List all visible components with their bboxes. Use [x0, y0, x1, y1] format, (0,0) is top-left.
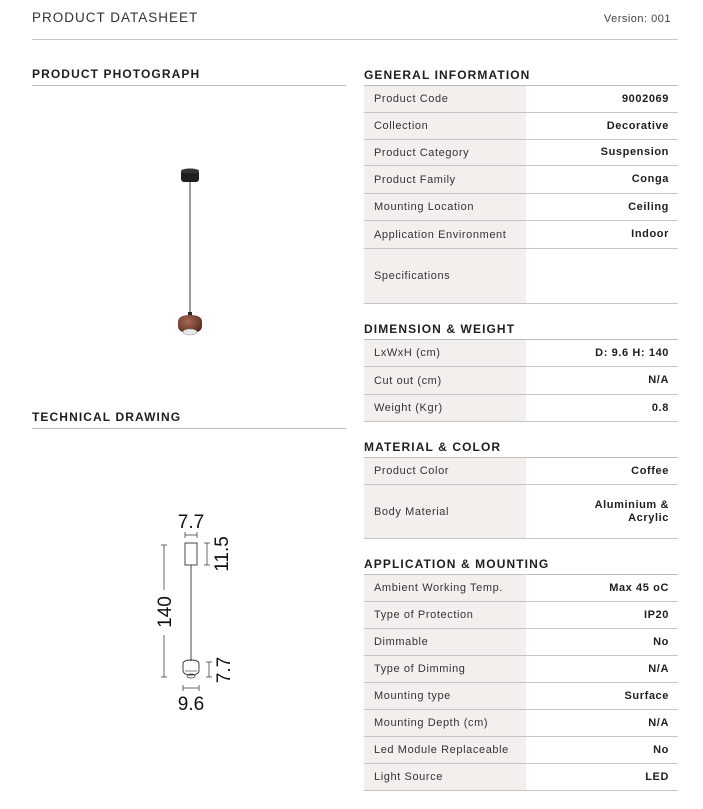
table-row [364, 683, 678, 710]
table-row [364, 458, 678, 485]
material-color-heading: MATERIAL & COLOR [364, 440, 502, 454]
dim-top-height: 11.5 [212, 536, 233, 572]
row-label: LxWxH (cm) [364, 340, 526, 366]
general-info-heading: GENERAL INFORMATION [364, 68, 531, 82]
row-label: Led Module Replaceable [364, 737, 526, 763]
row-label: Collection [364, 113, 526, 139]
table-row [364, 395, 678, 422]
table-row [364, 575, 678, 602]
row-value: Indoor [631, 228, 669, 240]
table-row [364, 86, 678, 113]
photo-heading: PRODUCT PHOTOGRAPH [32, 67, 201, 81]
acrylic-diffuser [183, 329, 197, 335]
dimension-weight-heading: DIMENSION & WEIGHT [364, 322, 516, 336]
row-label: Body Material [364, 485, 526, 538]
row-value: No [653, 635, 669, 648]
table-row [364, 113, 678, 140]
row-value: Ceiling [628, 200, 669, 213]
table-row [364, 602, 678, 629]
page-title: PRODUCT DATASHEET [32, 10, 199, 25]
table-row [364, 249, 678, 304]
row-value: Conga [631, 173, 669, 185]
header-divider [32, 39, 678, 40]
table-row [364, 221, 678, 249]
drawing-heading: TECHNICAL DRAWING [32, 410, 182, 424]
row-value: Decorative [606, 119, 669, 132]
row-label: Type of Protection [364, 602, 526, 628]
drawing-heading-rule [32, 428, 346, 429]
general-info-table [364, 86, 678, 304]
dim-top-width: 7.7 [177, 512, 205, 533]
table-row [364, 166, 678, 194]
row-label: Mounting Depth (cm) [364, 710, 526, 736]
photo-heading-rule [32, 85, 346, 86]
row-label: Light Source [364, 764, 526, 790]
row-value: IP20 [643, 608, 669, 621]
table-row [364, 194, 678, 221]
table-row [364, 629, 678, 656]
row-label: Weight (Kgr) [364, 395, 526, 421]
dim-bottom-width: 9.6 [177, 694, 205, 715]
row-value: 0.8 [651, 401, 669, 414]
product-photo [170, 160, 210, 350]
application-mounting-heading: APPLICATION & MOUNTING [364, 557, 550, 571]
application-mounting-table [364, 575, 678, 791]
dim-total-height: 140 [155, 596, 176, 628]
row-value: N/A [648, 662, 669, 675]
row-value: Aluminium & Acrylic [594, 498, 669, 524]
row-label: Cut out (cm) [364, 367, 526, 394]
row-label: Mounting type [364, 683, 526, 709]
table-row [364, 485, 678, 539]
version-label: Version: 001 [603, 13, 671, 25]
drawing-canopy [185, 543, 197, 565]
row-label: Specifications [364, 249, 526, 303]
row-label: Type of Dimming [364, 656, 526, 682]
row-value: N/A [648, 374, 669, 386]
row-value: Coffee [631, 464, 669, 477]
row-label: Product Family [364, 166, 526, 193]
row-value: Max 45 oC [609, 581, 669, 594]
row-label: Ambient Working Temp. [364, 575, 526, 601]
table-row [364, 737, 678, 764]
table-row [364, 710, 678, 737]
table-row [364, 367, 678, 395]
row-value: Suspension [600, 146, 669, 158]
row-value: LED [645, 770, 669, 783]
row-value: D: 9.6 H: 140 [595, 346, 669, 359]
row-value [526, 249, 678, 303]
drawing-shade [183, 660, 199, 675]
dim-bottom-height: 7.7 [214, 656, 235, 684]
row-label: Application Environment [364, 221, 526, 248]
material-color-table [364, 458, 678, 539]
row-value: 9002069 [621, 92, 669, 105]
table-row [364, 764, 678, 791]
row-label: Dimmable [364, 629, 526, 655]
row-value: No [653, 743, 669, 756]
dimension-weight-table [364, 340, 678, 422]
row-label: Product Category [364, 140, 526, 165]
row-label: Product Code [364, 86, 526, 112]
table-row [364, 656, 678, 683]
table-row [364, 340, 678, 367]
row-value: Surface [624, 689, 669, 702]
row-value: N/A [648, 716, 669, 729]
table-row [364, 140, 678, 166]
row-label: Mounting Location [364, 194, 526, 220]
row-label: Product Color [364, 458, 526, 484]
technical-drawing [140, 505, 250, 720]
